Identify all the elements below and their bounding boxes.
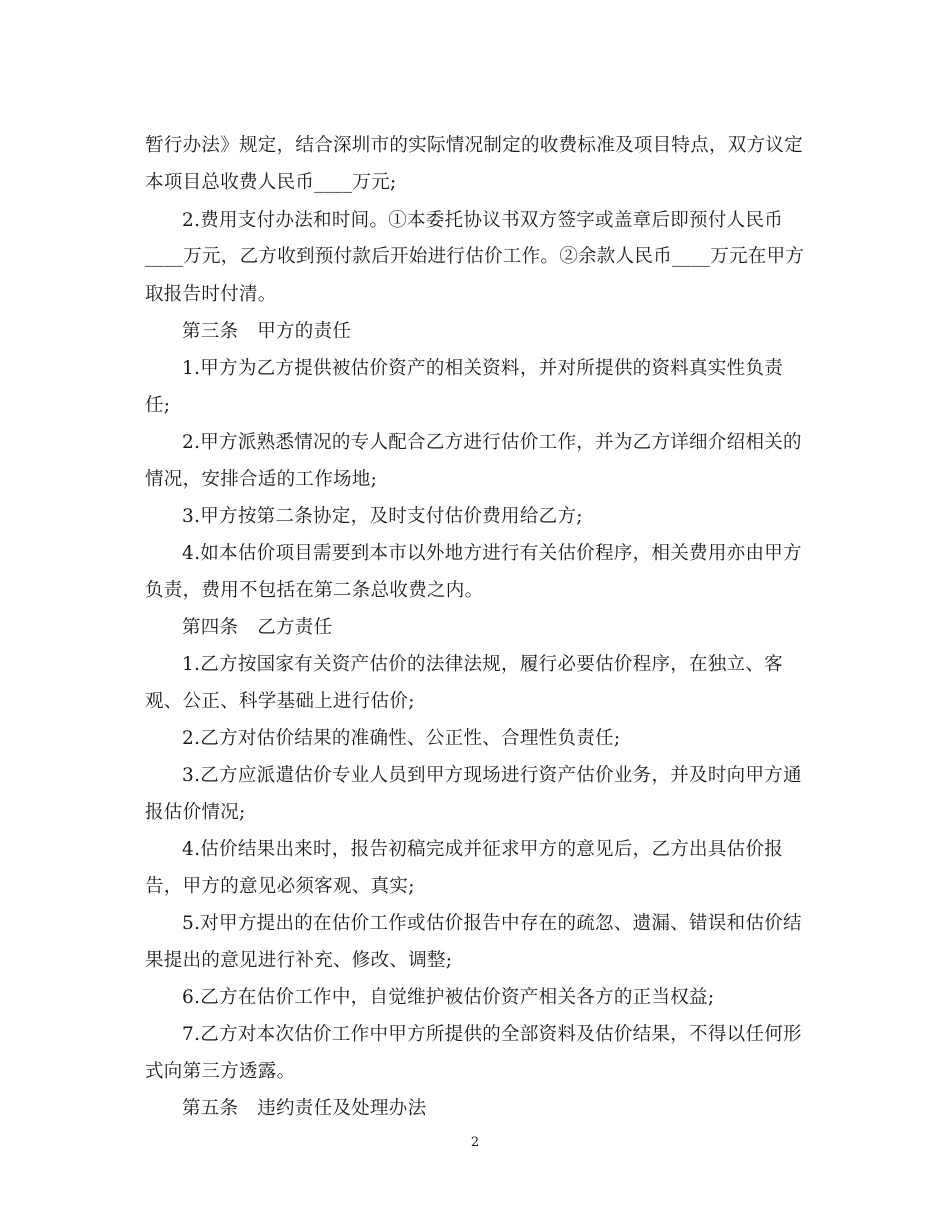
text-line: 暂行办法》规定，结合深圳市的实际情况制定的收费标准及项目特点，双方议定 (145, 135, 804, 156)
text-line: 告，甲方的意见必须客观、真实; (145, 876, 415, 897)
section-heading: 第三条 甲方的责任 (182, 321, 352, 342)
text-line: 7.乙方对本次估价工作中甲方所提供的全部资料及估价结果，不得以任何形 (182, 1024, 802, 1045)
text-line: 3.甲方按第二条协定，及时支付估价费用给乙方; (182, 506, 583, 527)
text-line: 2.费用支付办法和时间。①本委托协议书双方签字或盖章后即预付人民币 (182, 210, 784, 231)
text-line: 本项目总收费人民币____万元; (145, 172, 397, 193)
text-line: ____万元，乙方收到预付款后开始进行估价工作。②余款人民币____万元在甲方 (145, 246, 805, 267)
text-line: 果提出的意见进行补充、修改、调整; (145, 950, 453, 971)
text-line: 3.乙方应派遣估价专业人员到甲方现场进行资产估价业务，并及时向甲方通 (182, 765, 802, 786)
text-line: 4.估价结果出来时，报告初稿完成并征求甲方的意见后，乙方出具估价报 (182, 839, 784, 860)
text-line: 2.甲方派熟悉情况的专人配合乙方进行估价工作，并为乙方详细介绍相关的 (182, 432, 802, 453)
text-line: 4.如本估价项目需要到本市以外地方进行有关估价程序，相关费用亦由甲方 (182, 543, 802, 564)
text-line: 报估价情况; (145, 802, 246, 823)
text-line: 负责，费用不包括在第二条总收费之内。 (145, 580, 484, 601)
text-line: 2.乙方对估价结果的准确性、公正性、合理性负责任; (182, 728, 621, 749)
text-line: 1.甲方为乙方提供被估价资产的相关资料，并对所提供的资料真实性负责 (182, 358, 784, 379)
section-heading: 第四条 乙方责任 (182, 617, 333, 638)
text-line: 6.乙方在估价工作中，自觉维护被估价资产相关各方的正当权益; (182, 987, 715, 1008)
text-line: 5.对甲方提出的在估价工作或估价报告中存在的疏忽、遗漏、错误和估价结 (182, 913, 802, 934)
text-line: 取报告时付清。 (145, 284, 277, 305)
text-line: 任; (145, 395, 171, 416)
text-line: 式向第三方透露。 (145, 1061, 296, 1082)
text-line: 1.乙方按国家有关资产估价的法律法规，履行必要估价程序，在独立、客 (182, 654, 784, 675)
text-line: 观、公正、科学基础上进行估价; (145, 691, 415, 712)
page-number: 2 (470, 1135, 480, 1150)
text-line: 情况，安排合适的工作场地; (145, 469, 378, 490)
section-heading: 第五条 违约责任及处理办法 (182, 1098, 427, 1119)
